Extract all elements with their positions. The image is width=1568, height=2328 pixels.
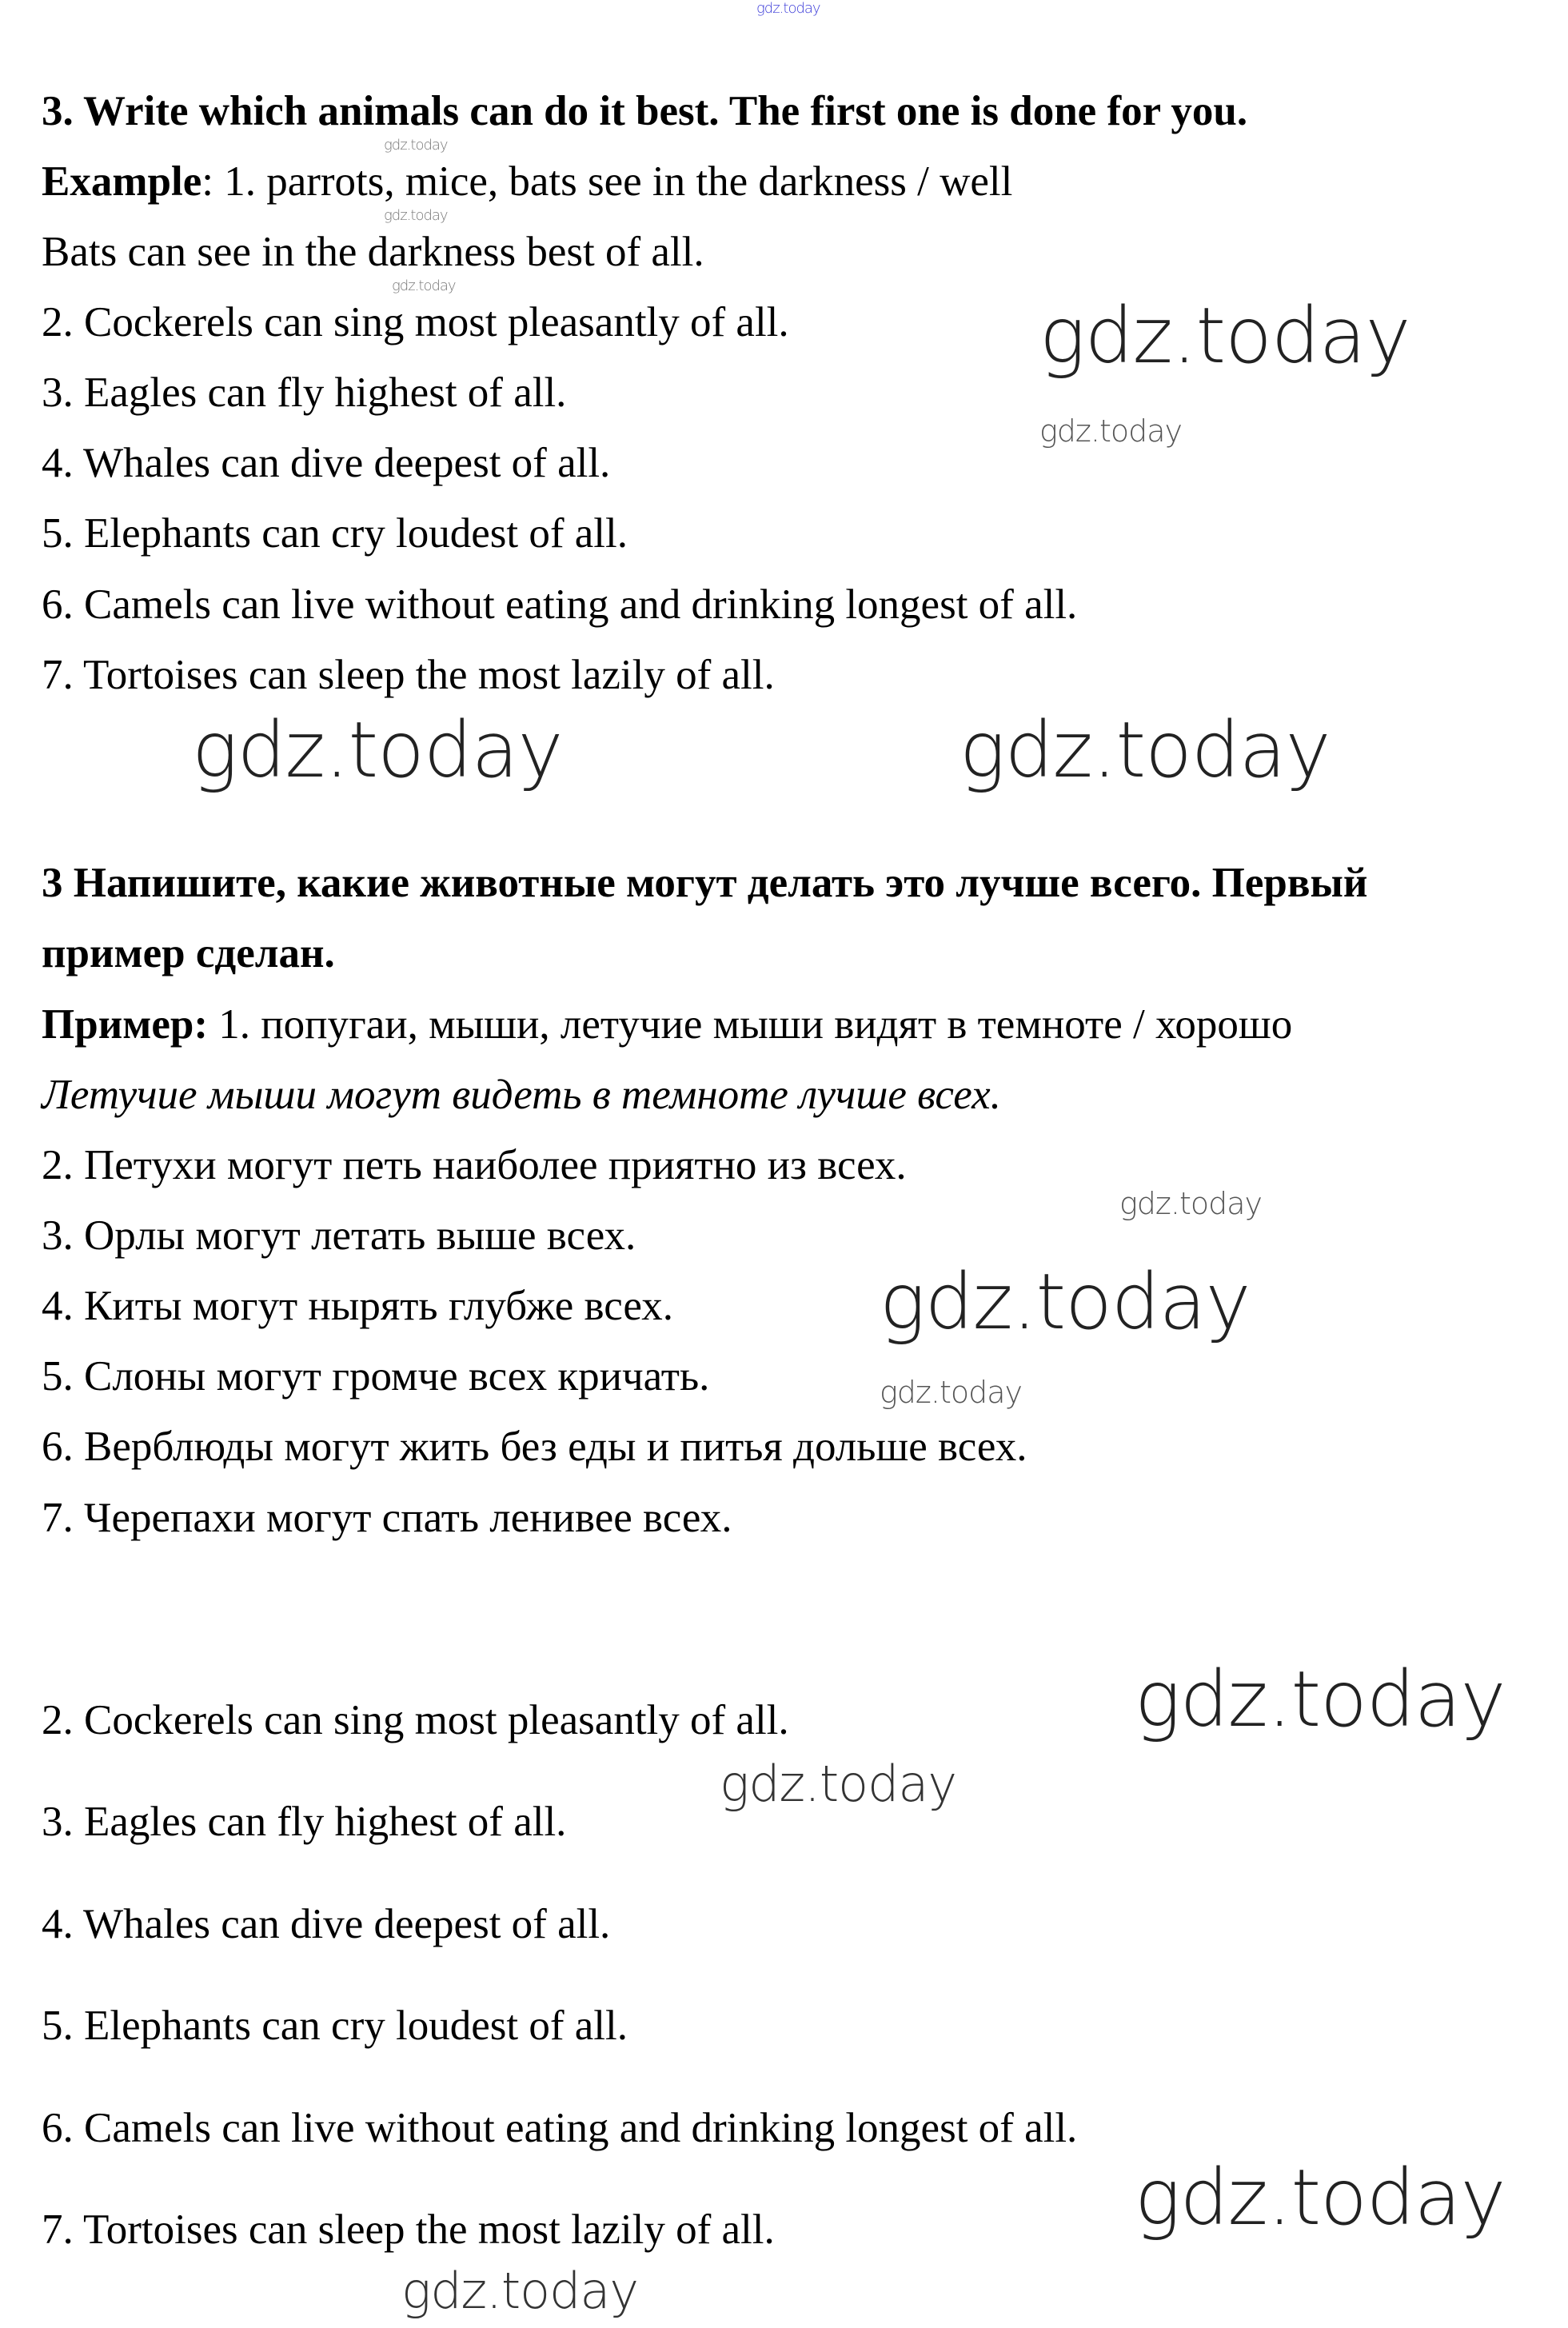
- watermark-top: gdz.today: [756, 0, 820, 17]
- ru-example-line: [42, 1000, 1292, 1048]
- repeat-answer-line: 7. Tortoises can sleep the most lazily of all.: [42, 2206, 775, 2253]
- watermark: gdz.today: [384, 207, 448, 224]
- example-line: [42, 158, 1012, 206]
- example-label: Example: [42, 158, 202, 205]
- watermark: gdz.today: [392, 278, 456, 294]
- watermark-large: gdz.today: [1039, 291, 1410, 381]
- watermark: gdz.today: [1039, 413, 1182, 449]
- ru-example-label: Пример:: [42, 1001, 208, 1048]
- ru-answer-line: 2. Петухи могут петь наиболее приятно из всех.: [42, 1142, 907, 1188]
- example-answer: Bats can see in the darkness best of all.: [42, 229, 704, 275]
- watermark-large: gdz.today: [880, 1257, 1251, 1347]
- ru-answer-line: 5. Слоны могут громче всех кричать.: [42, 1353, 710, 1400]
- ru-answer-line: 4. Киты могут нырять глубже всех.: [42, 1283, 673, 1329]
- repeat-answer-line: 5. Elephants can cry loudest of all.: [42, 2003, 628, 2049]
- example-text: : 1. parrots, mice, bats see in the darkness / well: [201, 158, 1013, 205]
- exercise-title: 3. Write which animals can do it best. The first one is done for you.: [42, 88, 1248, 134]
- watermark: gdz.today: [401, 2262, 639, 2320]
- watermark: gdz.today: [720, 1755, 957, 1813]
- repeat-answer-line: 3. Eagles can fly highest of all.: [42, 1799, 567, 1845]
- ru-answer-line: 6. Верблюды могут жить без еды и питья дольше всех.: [42, 1424, 1027, 1470]
- ru-example-text: 1. попугаи, мыши, летучие мыши видят в темноте / хорошо: [208, 1001, 1293, 1048]
- answer-line: 2. Cockerels can sing most pleasantly of all.: [42, 299, 789, 345]
- ru-title-line2: пример сделан.: [42, 930, 335, 976]
- ru-example-answer: Летучие мыши могут видеть в темноте лучше всех.: [42, 1072, 1001, 1118]
- ru-title-line1: 3 Напишите, какие животные могут делать это лучше всего. Первый: [42, 860, 1368, 906]
- watermark-large: gdz.today: [1135, 1655, 1506, 1744]
- ru-answer-line: 3. Орлы могут летать выше всех.: [42, 1212, 636, 1259]
- answer-line: 4. Whales can dive deepest of all.: [42, 440, 611, 486]
- ru-answer-line: 7. Черепахи могут спать ленивее всех.: [42, 1495, 732, 1541]
- answer-line: 6. Camels can live without eating and drinking longest of all.: [42, 581, 1078, 628]
- answer-line: 3. Eagles can fly highest of all.: [42, 369, 567, 416]
- watermark-large: gdz.today: [960, 705, 1331, 795]
- watermark: gdz.today: [384, 137, 448, 154]
- answer-line: 7. Tortoises can sleep the most lazily of all.: [42, 652, 775, 698]
- repeat-answer-line: 2. Cockerels can sing most pleasantly of all.: [42, 1697, 789, 1743]
- watermark-large: gdz.today: [192, 705, 563, 795]
- watermark: gdz.today: [880, 1375, 1022, 1410]
- watermark-large: gdz.today: [1135, 2153, 1506, 2242]
- answer-line: 5. Elephants can cry loudest of all.: [42, 510, 628, 557]
- repeat-answer-line: 6. Camels can live without eating and drinking longest of all.: [42, 2105, 1078, 2151]
- repeat-answer-line: 4. Whales can dive deepest of all.: [42, 1901, 611, 1947]
- watermark: gdz.today: [1119, 1186, 1262, 1221]
